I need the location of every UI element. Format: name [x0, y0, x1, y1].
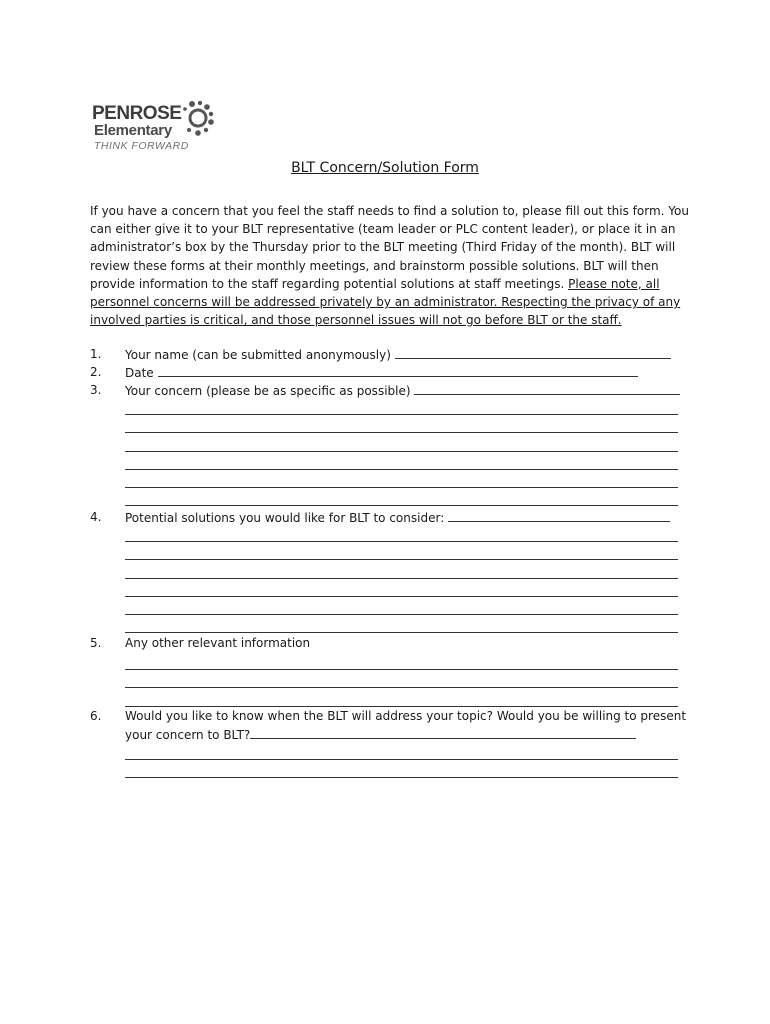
date-label: Date — [125, 366, 154, 380]
answer-line[interactable] — [125, 397, 678, 415]
answer-line[interactable] — [125, 597, 678, 615]
item-number: 6. — [90, 709, 102, 723]
present-question-label-cont: your concern to BLT? — [125, 728, 251, 742]
logo-name: PENROSE — [92, 103, 182, 124]
other-info-label: Any other relevant information — [125, 636, 311, 650]
solutions-label: Potential solutions you would like for BLT to consider: — [125, 511, 445, 525]
item-number: 4. — [90, 510, 102, 524]
answer-line[interactable] — [125, 524, 678, 542]
intro-paragraph — [90, 202, 690, 329]
item-number: 2. — [90, 365, 102, 379]
sunburst-icon — [180, 100, 216, 140]
date-field[interactable] — [158, 363, 638, 377]
concern-lines[interactable] — [125, 397, 678, 506]
date-field-label — [125, 363, 638, 382]
answer-line[interactable] — [125, 615, 678, 633]
solutions-field[interactable] — [448, 508, 670, 522]
present-lines[interactable] — [125, 742, 678, 778]
intro-text: If you have a concern that you feel the staff needs to find a solution to, please fill out this form. You can either give it to your BLT representative (team leader or PLC content leader), or place it in an administrator’s box by the Thursday prior to the BLT meeting (Third Friday of the month). BLT will review these forms at their monthly meetings, and brainstorm possible solutions. BLT will then provide information to the staff regarding potential solutions at staff meetings. — [90, 204, 689, 291]
answer-line[interactable] — [125, 760, 678, 778]
other-info-lines[interactable] — [125, 652, 678, 707]
name-field[interactable] — [395, 345, 671, 359]
solutions-lines[interactable] — [125, 524, 678, 633]
privacy-note: Please note, all personnel concerns will be addressed privately by an administrator. Respecting the privacy of any involved parties is critical, and those personnel issues will not go before BLT or the staff. — [90, 276, 681, 328]
answer-line[interactable] — [125, 579, 678, 597]
answer-line[interactable] — [125, 688, 678, 706]
present-field[interactable] — [250, 725, 636, 739]
answer-line[interactable] — [125, 560, 678, 578]
page-title: BLT Concern/Solution Form — [291, 160, 479, 176]
present-question-label: Would you like to know when the BLT will address your topic? Would you be willing to present — [125, 709, 687, 723]
concern-label: Your concern (please be as specific as possible) — [125, 384, 411, 398]
concern-field[interactable] — [414, 381, 680, 395]
logo-tagline: THINK FORWARD — [94, 140, 189, 152]
answer-line[interactable] — [125, 415, 678, 433]
answer-line[interactable] — [125, 742, 678, 760]
answer-line[interactable] — [125, 452, 678, 470]
item-number: 3. — [90, 383, 102, 397]
answer-line[interactable] — [125, 470, 678, 488]
item-number: 1. — [90, 347, 102, 361]
answer-line[interactable] — [125, 652, 678, 670]
item-number: 5. — [90, 636, 102, 650]
name-field-label — [125, 345, 671, 364]
answer-line[interactable] — [125, 433, 678, 451]
logo-subname: Elementary — [94, 122, 172, 139]
name-label: Your name (can be submitted anonymously) — [125, 348, 391, 362]
school-logo — [92, 100, 222, 158]
answer-line[interactable] — [125, 542, 678, 560]
answer-line[interactable] — [125, 488, 678, 506]
answer-line[interactable] — [125, 670, 678, 688]
